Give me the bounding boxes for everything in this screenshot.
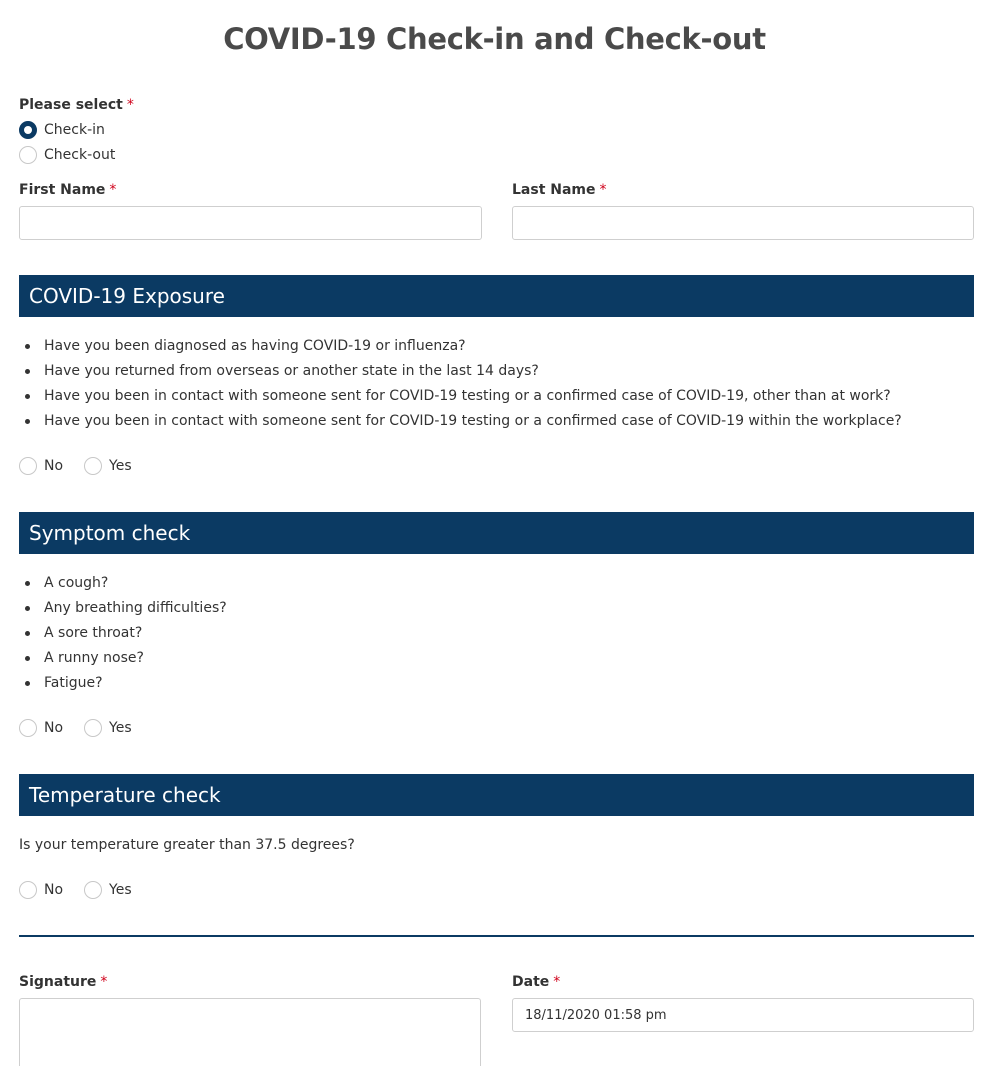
last-name-label: Last Name * [512,182,607,198]
exposure-question-list [19,334,902,434]
symptom-yes-radio[interactable] [84,719,102,737]
radio-check-out-circle[interactable] [19,146,37,164]
symptom-list [19,571,227,696]
exposure-yes-label: Yes [109,458,132,474]
temperature-answer-group [19,881,153,899]
symptom-no-label: No [44,720,64,736]
radio-check-in[interactable] [19,121,105,139]
temperature-yes-option[interactable] [84,881,132,899]
exposure-no-label: No [44,458,64,474]
symptom-no-radio[interactable] [19,719,37,737]
exposure-answer-group [19,457,153,475]
temperature-section-header: Temperature check [19,774,974,816]
radio-check-in-label: Check-in [44,122,105,138]
date-label: Date * [512,974,561,990]
required-mark: * [100,974,108,990]
temperature-yes-radio[interactable] [84,881,102,899]
list-item: Any breathing difficulties? [19,596,227,621]
exposure-section-header: COVID-19 Exposure [19,275,974,317]
first-name-input[interactable] [19,206,482,240]
required-mark: * [109,182,117,198]
list-item: A sore throat? [19,621,227,646]
radio-check-out[interactable] [19,146,115,164]
temperature-question: Is your temperature greater than 37.5 degrees? [19,837,355,853]
date-input[interactable]: 18/11/2020 01:58 pm [512,998,974,1032]
symptom-yes-label: Yes [109,720,132,736]
required-mark: * [553,974,561,990]
temperature-no-option[interactable] [19,881,63,899]
list-item: A cough? [19,571,227,596]
list-item: Have you been in contact with someone sent for COVID-19 testing or a confirmed case of COVID-19 within the workplace? [19,409,902,434]
required-mark: * [126,97,134,113]
symptom-yes-option[interactable] [84,719,132,737]
exposure-yes-option[interactable] [84,457,132,475]
list-item: A runny nose? [19,646,227,671]
symptom-no-option[interactable] [19,719,63,737]
radio-check-in-circle[interactable] [19,121,37,139]
please-select-label: Please select * [19,97,134,113]
required-mark: * [599,182,607,198]
section-divider [19,935,974,937]
symptom-answer-group [19,719,153,737]
list-item: Have you returned from overseas or another state in the last 14 days? [19,359,902,384]
temperature-yes-label: Yes [109,882,132,898]
symptom-section-header: Symptom check [19,512,974,554]
list-item: Fatigue? [19,671,227,696]
temperature-no-radio[interactable] [19,881,37,899]
signature-pad[interactable] [19,998,481,1066]
exposure-no-option[interactable] [19,457,63,475]
radio-check-out-label: Check-out [44,147,116,163]
last-name-input[interactable] [512,206,974,240]
signature-label: Signature * [19,974,108,990]
page-title: COVID-19 Check-in and Check-out [223,22,766,56]
first-name-label: First Name * [19,182,117,198]
temperature-no-label: No [44,882,64,898]
list-item: Have you been in contact with someone sent for COVID-19 testing or a confirmed case of COVID-19, other than at work? [19,384,902,409]
list-item: Have you been diagnosed as having COVID-19 or influenza? [19,334,902,359]
exposure-no-radio[interactable] [19,457,37,475]
exposure-yes-radio[interactable] [84,457,102,475]
